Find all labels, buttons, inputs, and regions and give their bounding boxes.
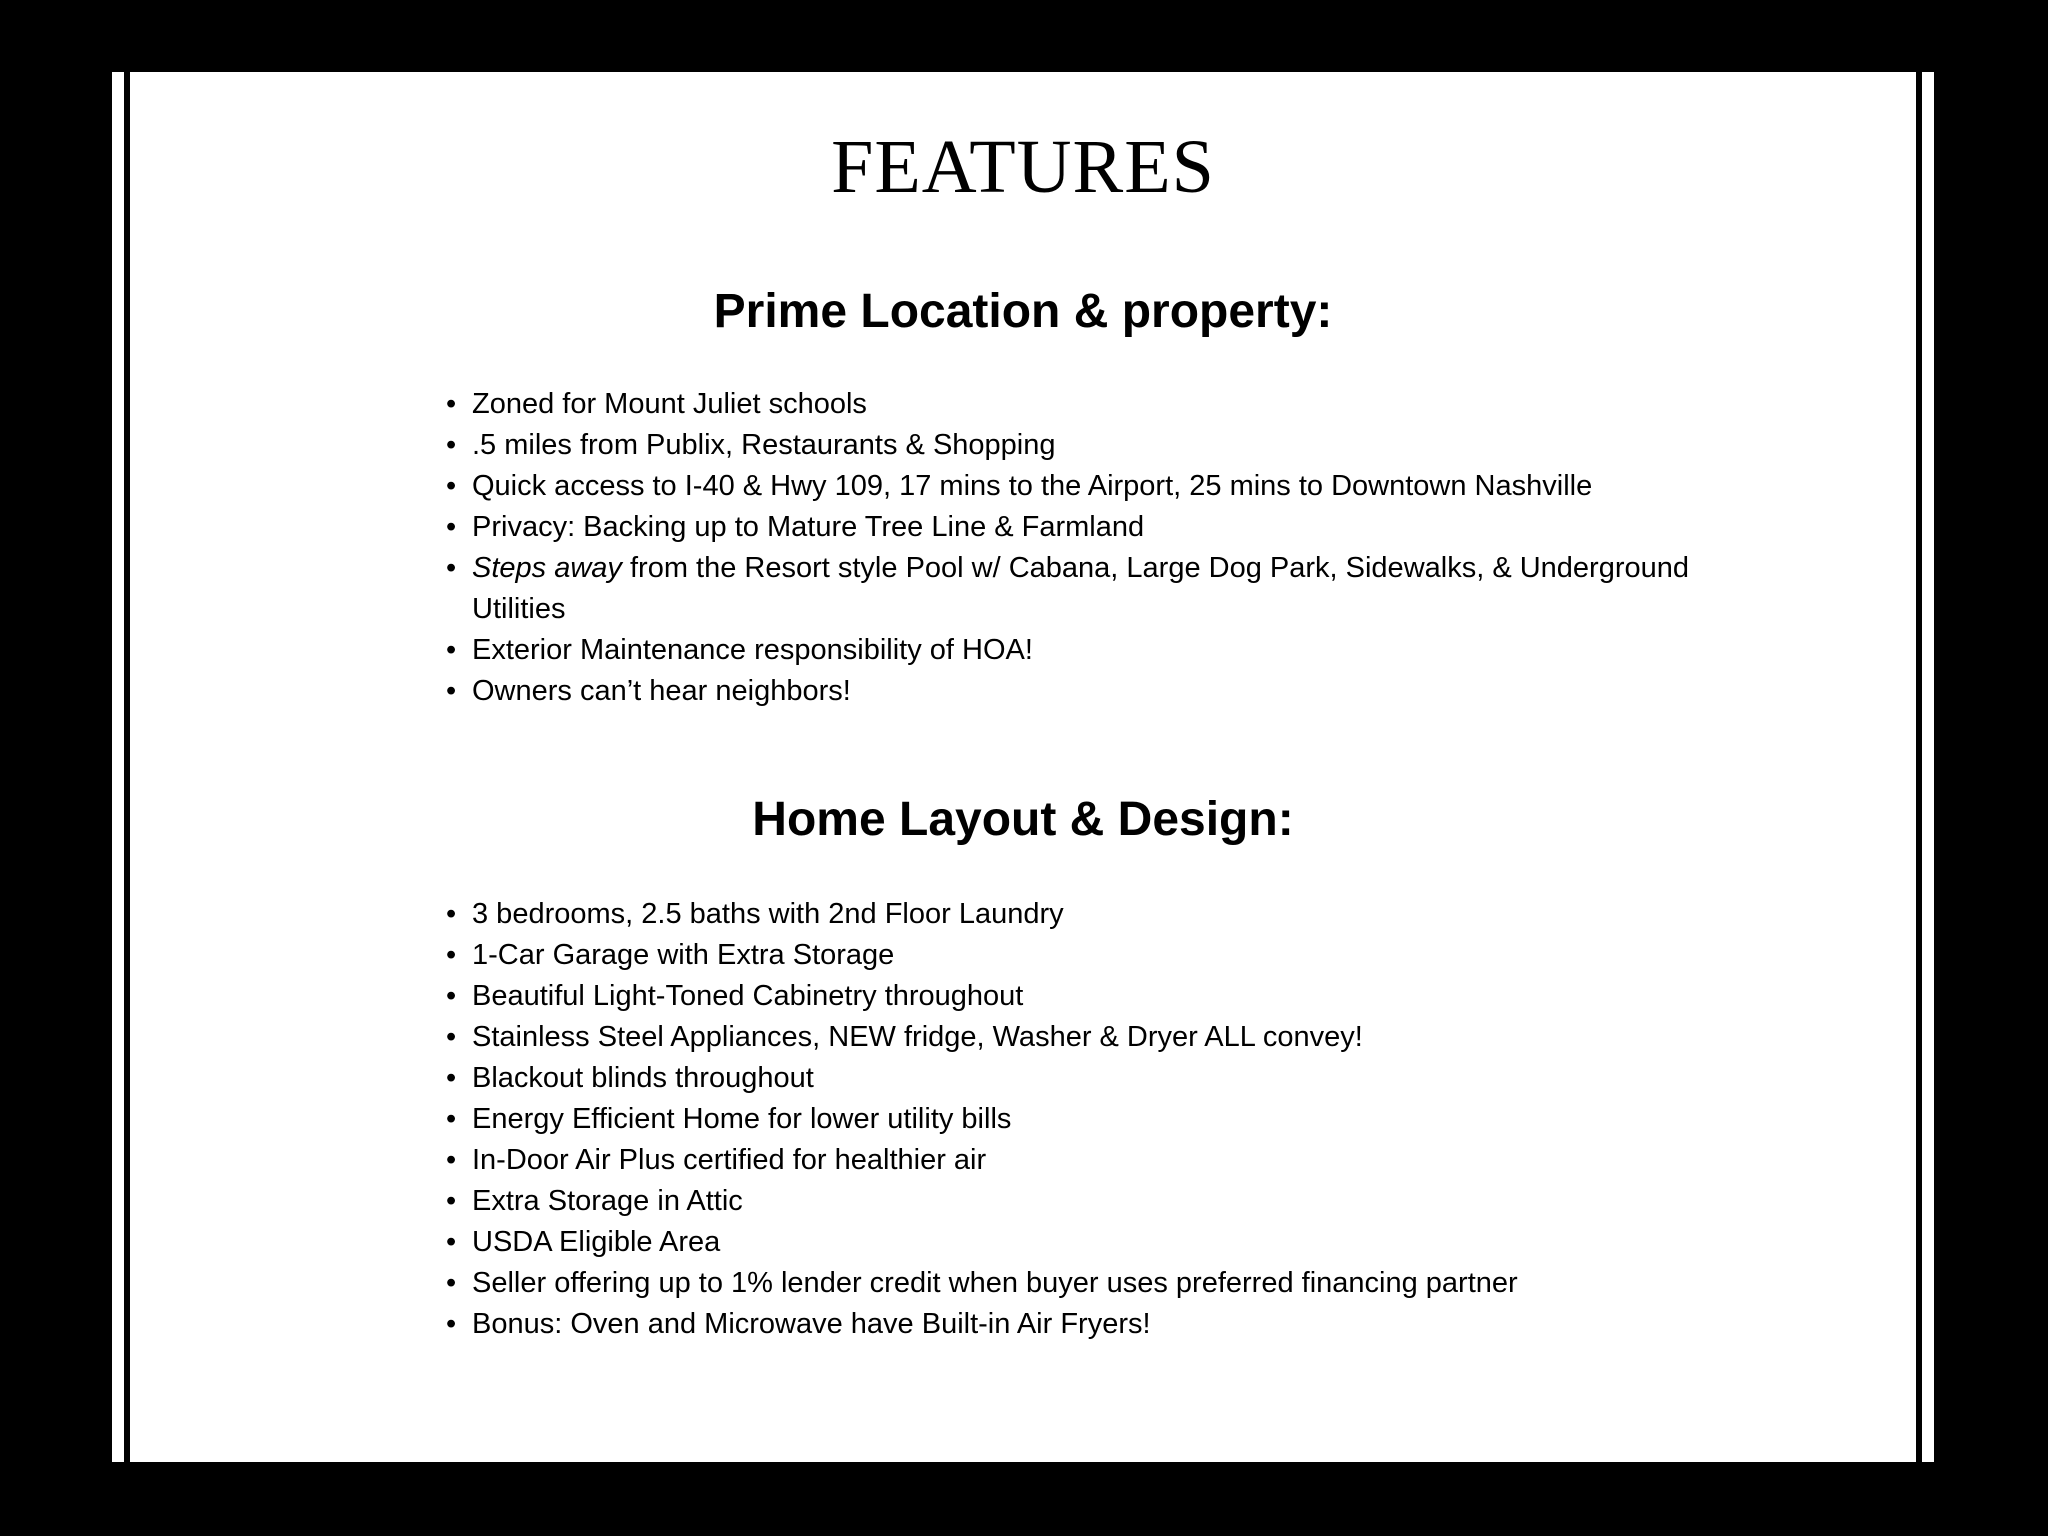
list-item-text: 3 bedrooms, 2.5 baths with 2nd Floor Laundry	[472, 898, 1064, 930]
list-item-text: from the Resort style Pool w/ Cabana, Large Dog Park, Sidewalks, & Underground Utilities	[472, 552, 1690, 625]
list-item	[446, 384, 1732, 425]
left-border-rule	[124, 72, 130, 1462]
bullet-icon: •	[446, 939, 457, 971]
list-item	[446, 894, 1732, 935]
bullet-icon: •	[446, 1103, 457, 1135]
location-features-list	[446, 384, 1732, 712]
features-page	[112, 72, 1934, 1462]
bullet-icon: •	[446, 980, 457, 1012]
list-item-text: 1-Car Garage with Extra Storage	[472, 939, 895, 971]
bullet-icon: •	[446, 1226, 457, 1258]
bullet-icon: •	[446, 1185, 457, 1217]
list-item-text: Bonus: Oven and Microwave have Built-in Air Fryers!	[472, 1308, 1151, 1340]
section-heading-location: Prime Location & property:	[713, 285, 1333, 338]
bullet-icon: •	[446, 552, 457, 584]
list-item-text: Owners can’t hear neighbors!	[472, 675, 851, 707]
list-item	[446, 1017, 1732, 1058]
list-item	[446, 1140, 1732, 1181]
list-item	[446, 630, 1732, 671]
list-item	[446, 1222, 1732, 1263]
list-item	[446, 466, 1732, 507]
bullet-icon: •	[446, 1267, 457, 1299]
page-title: FEATURES	[831, 125, 1215, 209]
list-item-text: In-Door Air Plus certified for healthier air	[472, 1144, 987, 1176]
list-item-text: Quick access to I-40 & Hwy 109, 17 mins to the Airport, 25 mins to Downtown Nashville	[472, 470, 1593, 502]
list-item-text: Exterior Maintenance responsibility of HOA!	[472, 634, 1033, 666]
list-item	[446, 1181, 1732, 1222]
list-item	[446, 1099, 1732, 1140]
bullet-icon: •	[446, 511, 457, 543]
list-item	[446, 671, 1732, 712]
section-heading-layout: Home Layout & Design:	[752, 793, 1294, 846]
bullet-icon: •	[446, 634, 457, 666]
list-item	[446, 1263, 1732, 1304]
list-item-text: .5 miles from Publix, Restaurants & Shopping	[472, 429, 1056, 461]
bullet-icon: •	[446, 675, 457, 707]
bullet-icon: •	[446, 1021, 457, 1053]
list-item	[446, 935, 1732, 976]
bullet-icon: •	[446, 429, 457, 461]
list-item-text: Zoned for Mount Juliet schools	[472, 388, 867, 420]
list-item-text: Blackout blinds throughout	[472, 1062, 814, 1094]
list-item	[446, 425, 1732, 466]
list-item-text: Extra Storage in Attic	[472, 1185, 743, 1217]
list-item	[446, 1304, 1732, 1345]
list-item-text: Privacy: Backing up to Mature Tree Line & Farmland	[472, 511, 1145, 543]
list-item	[446, 1058, 1732, 1099]
bullet-icon: •	[446, 1062, 457, 1094]
list-item-text: Stainless Steel Appliances, NEW fridge, Washer & Dryer ALL convey!	[472, 1021, 1363, 1053]
bullet-icon: •	[446, 470, 457, 502]
list-item-emphasis: Steps away	[472, 552, 622, 584]
list-item	[446, 507, 1732, 548]
list-item-text: Beautiful Light-Toned Cabinetry throughout	[472, 980, 1024, 1012]
right-border-rule	[1916, 72, 1922, 1462]
bullet-icon: •	[446, 1144, 457, 1176]
layout-features-list	[446, 894, 1732, 1345]
bullet-icon: •	[446, 388, 457, 420]
list-item-text: Seller offering up to 1% lender credit when buyer uses preferred financing partner	[472, 1267, 1518, 1299]
list-item-text: Energy Efficient Home for lower utility bills	[472, 1103, 1012, 1135]
bullet-icon: •	[446, 1308, 457, 1340]
bullet-icon: •	[446, 898, 457, 930]
list-item	[446, 976, 1732, 1017]
list-item	[446, 548, 1732, 630]
list-item-text: USDA Eligible Area	[472, 1226, 721, 1258]
